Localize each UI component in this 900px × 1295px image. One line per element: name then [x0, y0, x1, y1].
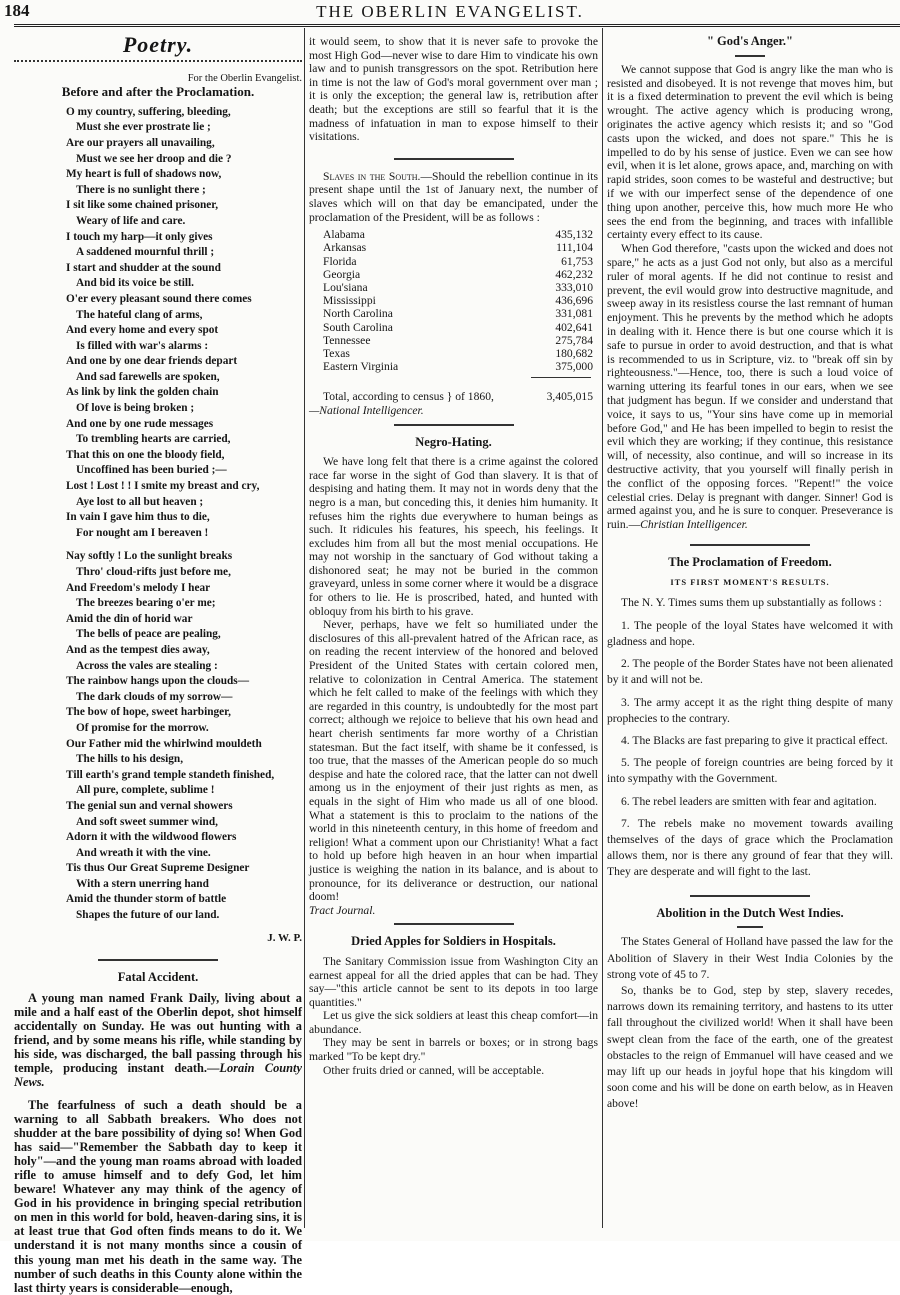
- poem-line: Are our prayers all unavailing,: [66, 136, 215, 149]
- column-2: [309, 35, 598, 1077]
- column-rule: [304, 28, 305, 1228]
- separator: [735, 55, 765, 57]
- table-row: [323, 268, 593, 281]
- poem-line: I sit like some chained prisoner,: [66, 199, 219, 212]
- masthead: [0, 0, 900, 22]
- state-name: Arkansas: [323, 241, 367, 255]
- poem-line: Tis thus Our Great Supreme Designer: [66, 862, 250, 875]
- slave-count: 435,132: [555, 228, 593, 242]
- state-name: Mississippi: [323, 294, 376, 308]
- separator: [690, 895, 810, 897]
- state-name: Lou'siana: [323, 280, 368, 294]
- state-name: Florida: [323, 254, 357, 268]
- poem-line: I start and shudder at the sound: [66, 261, 221, 274]
- table-row: [323, 321, 593, 334]
- poem-line: And every home and every spot: [66, 324, 219, 337]
- column-3: [607, 35, 893, 1113]
- article-paragraph: We cannot suppose that God is angry like the man who is resisted and disobeyed. It is not revenge that moves him, but it is a fixed determination to prevent the evil which is being wrought. The active agency which is producing wrong, originates the active agency which resists it; and so "God casts upon the wicked, and does not spare." This he is impelled to do by his sense of justice. Even we can see how evil, when it is let alone, grows apace, and, marching on with rapid strides, soon comes to be wasteful and destructive; but if we with our imperfect sense of the dependence of one thing upon another, perceive this, how much more He who sees the end from the beginning, and traces with infallible certainty every effect to its cause.: [607, 62, 893, 242]
- state-name: Alabama: [323, 228, 365, 242]
- slave-count: 333,010: [555, 280, 593, 294]
- poetry-heading: Poetry.: [122, 32, 194, 57]
- table-row: [323, 228, 593, 241]
- top-rule: [14, 24, 900, 27]
- poem-line: Aye lost to all but heaven ;: [76, 495, 204, 508]
- poem-line: With a stern unerring hand: [76, 877, 209, 890]
- list-intro: The N. Y. Times sums them up substantially as follows :: [621, 596, 882, 610]
- poem-line: The hateful clang of arms,: [76, 308, 203, 321]
- poem-line: Till earth's grand temple standeth finished,: [66, 768, 275, 781]
- article-source: Lorain County News.: [14, 1061, 302, 1090]
- list-item: 3. The army accept it as the right thing despite of many prophecies to the contrary.: [607, 695, 893, 725]
- article-title: The Proclamation of Freedom.: [668, 554, 832, 569]
- poem-line: There is no sunlight there ;: [76, 183, 206, 196]
- poem-title: Before and after the Proclamation.: [61, 84, 255, 100]
- article-paragraph: The States General of Holland have passed the law for the Abolition of Slavery in their West India Colonies by the strong vote of 45 to 7.: [607, 935, 893, 981]
- slave-count: 402,641: [555, 320, 593, 334]
- slave-count: 462,232: [555, 267, 593, 281]
- poem-line: And Freedom's melody I hear: [66, 581, 211, 594]
- slave-count: 375,000: [555, 360, 593, 374]
- total-label: Total, according to census } of 1860,: [323, 390, 494, 404]
- poem-line: Amid the thunder storm of battle: [66, 893, 227, 906]
- slave-count: 180,682: [555, 346, 593, 360]
- total-rule: [531, 377, 591, 378]
- separator: [98, 959, 218, 961]
- slave-count: 275,784: [555, 333, 593, 347]
- newspaper-title: THE OBERLIN EVANGELIST.: [316, 2, 584, 21]
- list-item: 5. The people of foreign countries are being forced by it into sympathy with the Government.: [607, 756, 893, 786]
- article-source: Tract Journal.: [309, 903, 376, 917]
- poem-line: Shapes the future of our land.: [76, 909, 220, 922]
- article-title: Abolition in the Dutch West Indies.: [656, 905, 844, 920]
- slaves-total-row: [323, 390, 593, 404]
- slave-count: 436,696: [555, 294, 593, 308]
- poem-signature: J. W. P.: [267, 931, 302, 944]
- slave-count: 111,104: [556, 241, 593, 255]
- poem-line: And wreath it with the vine.: [76, 846, 211, 859]
- results-list: [607, 595, 893, 880]
- list-item: 4. The Blacks are fast preparing to give it practical effect.: [621, 733, 888, 747]
- poem-line: The rainbow hangs upon the clouds—: [66, 675, 250, 688]
- separator: [394, 424, 514, 426]
- article-title: Dried Apples for Soldiers in Hospitals.: [351, 934, 556, 949]
- poem-stanza: [14, 105, 302, 542]
- state-name: Georgia: [323, 267, 361, 281]
- poem-line: Of promise for the morrow.: [76, 721, 209, 734]
- slave-count: 61,753: [561, 254, 593, 268]
- slave-count: 331,081: [555, 307, 593, 321]
- poem-line: Amid the din of horid war: [66, 612, 193, 625]
- poem-line: The bow of hope, sweet harbinger,: [66, 706, 231, 719]
- poem-line: And sad farewells are spoken,: [76, 370, 220, 383]
- table-row: [323, 347, 593, 360]
- poem-line: A saddened mournful thrill ;: [76, 246, 215, 259]
- poem-line: Adorn it with the wildwood flowers: [66, 831, 237, 844]
- poem-line: And soft sweet summer wind,: [76, 815, 218, 828]
- table-row: [323, 360, 593, 373]
- poem-line: Thro' cloud-rifts just before me,: [76, 566, 231, 578]
- article-paragraph: Other fruits dried or canned, will be acceptable.: [323, 1063, 545, 1077]
- list-item: 7. The rebels make no movement towards availing themselves of the days of grace which the Proclamation allows them, nor is there any ground of fear that they will. They are desperate and will fight to the last.: [607, 816, 893, 879]
- article-paragraph: So, thanks be to God, step by step, slavery recedes, narrows down its remaining territory, and hastens to its utter fall throughout the civilized world! When it shall have been swept clean from the face of the earth, one of the greatest obstacles to the reign of Emmanuel will have ceased and we may lift up our heads in joyful hope that his kingdom will soon come and his will be done on earth below, as in Heaven above!: [607, 983, 893, 1111]
- article-paragraph: Let us give the sick soldiers at least this cheap comfort—in abundance.: [309, 1009, 598, 1036]
- table-row: [323, 334, 593, 347]
- poem-line: The genial sun and vernal showers: [66, 799, 233, 812]
- article-source: —National Intelligencer.: [309, 403, 424, 417]
- poem-stanza: [14, 549, 302, 923]
- table-row: [323, 255, 593, 268]
- separator: [394, 923, 514, 925]
- state-name: North Carolina: [323, 307, 393, 321]
- poem-line: Uncoffined has been buried ;—: [76, 464, 227, 477]
- poem-line: In vain I gave him thus to die,: [66, 511, 210, 524]
- poem-line: And bid its voice be still.: [76, 277, 195, 290]
- poem-line: Of love is being broken ;: [76, 402, 195, 415]
- poem-line: And one by one rude messages: [66, 417, 214, 430]
- poem-line: Must we see her droop and die ?: [76, 152, 232, 165]
- poem-line: I touch my harp—it only gives: [66, 230, 213, 243]
- poem-line: Weary of life and care.: [76, 214, 186, 227]
- state-name: South Carolina: [323, 320, 393, 334]
- article-paragraph: A young man named Frank Daily, living about a mile and a half east of the Oberlin depot, shot himself accidentally on Sunday. He was out hunting with a friend, and by some means his rifle, while standing by his side, was discharged, the ball passing through his temple, producing instant death.—Lorain County News.: [14, 990, 302, 1090]
- poem-line: The hills to his design,: [76, 753, 184, 766]
- poem-line: Is filled with war's alarms :: [76, 339, 209, 352]
- poem-line: And as the tempest dies away,: [66, 643, 210, 656]
- slaves-table: [323, 228, 593, 373]
- article-source: Christian Intelligencer.: [640, 518, 748, 532]
- state-name: Eastern Virginia: [323, 360, 399, 374]
- article-title: " God's Anger.": [706, 34, 793, 48]
- poem-line: My heart is full of shadows now,: [66, 168, 222, 181]
- poem-line: O my country, suffering, bleeding,: [66, 105, 231, 118]
- article-subtitle: ITS FIRST MOMENT'S RESULTS.: [670, 576, 830, 587]
- dutch-body: [607, 934, 893, 1112]
- state-name: Texas: [323, 346, 350, 360]
- list-item: 1. The people of the loyal States have welcomed it with gladness and hope.: [607, 618, 893, 648]
- list-item: 2. The people of the Border States have not been alienated by it and will not be.: [607, 657, 893, 687]
- article-title: Negro-Hating.: [415, 434, 492, 449]
- poem-line: And one by one dear friends depart: [66, 355, 238, 368]
- total-value: 3,405,015: [546, 390, 593, 404]
- article-paragraph: The fearfulness of such a death should be a warning to all Sabbath breakers. Who does not shudder at the bare possibility of dying so! When God has said—"Remember the Sabbath day to keep it holy"—and the young man roams abroad with loaded rifle to amuse himself and to defy God, let him beware! Whatever any may think of the agency of God in his providence in bringing special retribution on men in this world for bold, heaven-daring sins, it is at least true that God often finds means to do it. We understand it is not many months since a cousin of this young man met his death in the same way. The number of such deaths in this County alone within the last thirty years is considerable—enough,: [14, 1097, 302, 1295]
- poem-line: The dark clouds of my sorrow—: [76, 690, 233, 703]
- table-row: [323, 307, 593, 320]
- list-item: 6. The rebel leaders are smitten with fear and agitation.: [621, 794, 877, 808]
- poem-line: Across the vales are stealing :: [76, 659, 218, 672]
- separator: [394, 158, 514, 160]
- poem-line: Our Father mid the whirlwind mouldeth: [66, 737, 262, 750]
- slaves-intro: Slaves in the South.—Should the rebellion continue in its present shape until the 1st of January next, the number of slaves which will on that day be emancipated, under the proclamation of the President, will be as follows :: [309, 169, 598, 224]
- article-paragraph-continued: it would seem, to show that it is never safe to provoke the most High God—never wise to dare Him to vindicate his own law and to punish transgressors on the spot. Retribution here in time is not the law of God's moral government over man ; it is only the exception; the general law is, retribution after death; but the exceptions are still so fearful that it is the madness of infatuation in man to expose himself to their visitations.: [309, 35, 598, 144]
- table-row: [323, 294, 593, 307]
- page-number: 184: [4, 1, 30, 20]
- poem-line: As link by link the golden chain: [66, 386, 219, 399]
- slaves-lead: Slaves in the South.: [323, 169, 421, 183]
- article-title: Fatal Accident.: [117, 970, 199, 985]
- separator: [690, 544, 810, 546]
- poem-line: All pure, complete, sublime !: [76, 784, 215, 797]
- column-rule: [602, 28, 603, 1228]
- table-row: [323, 241, 593, 254]
- article-paragraph: They may be sent in barrels or boxes; or in strong bags marked "To be kept dry.": [309, 1036, 598, 1064]
- poem-line: Nay softly ! Lo the sunlight breaks: [66, 550, 233, 563]
- poem-line: O'er every pleasant sound there comes: [66, 292, 252, 305]
- column-1: [14, 30, 302, 1295]
- poem-credit: For the Oberlin Evangelist.: [187, 72, 302, 84]
- poem-line: For nought am I bereaven !: [76, 526, 209, 539]
- poem-line: That this on one the bloody field,: [66, 448, 225, 461]
- poem-line: The breezes bearing o'er me;: [76, 597, 216, 610]
- poem-line: Must she ever prostrate lie ;: [76, 121, 211, 134]
- article-paragraph: The Sanitary Commission issue from Washington City an earnest appeal for all the dried apples that can be had. They say—"this article cannot be sent to its depots in too large quantities.": [309, 954, 598, 1009]
- poem-line: Lost ! Lost ! ! I smite my breast and cry,: [66, 480, 260, 493]
- article-paragraph: When God therefore, "casts upon the wicked and does not spare," he acts as a just God not only, but also as a merciful ruler of moral agents. If he did not continue to resist and prevent, the evil would grow into destructive magnitude, and sweep away in its resistless course the last remnant of human enjoyment. This he prevents by the method which he adopts in dealing with it. Hence there is but one course which it is safe to pursue in order to avoid destruction, and that is what is recommended to us in Scripture, viz. to "break off sin by righteousness."—Hence, too, there is such a loud voice of warning uttering its fearful tones in our ears, when we see that judgment has begun. If we consider and understand that voice, it says to us, "Your sins have come up in memorial before God," and He has been impelled to begin to resist the evil which they are working; if they continue, this resistance will, of necessity, also continue, and will so increase in its destructive activity, that you yourself will finally perish in the conflict of the opposing forces. "Repent!" the voice celestial cries. Delay is pregnant with danger. Sinner! God is armed against you, and he is sure to conquer. Preseverance is ruin.—Christian Intelligencer.: [607, 242, 893, 532]
- table-row: [323, 281, 593, 294]
- poem: [14, 105, 302, 924]
- poem-line: To trembling hearts are carried,: [76, 433, 231, 446]
- article-paragraph: We have long felt that there is a crime against the colored race far worse in the sight of God than slavery. It is that of despising and hating them. It may not in words deny that the negro is a man, but conceding this, it denies him humanity. It refuses him the rights due everywhere to human beings as such. It ridicules his features, his speech, his feelings. It excludes him from all but the most menial occupations. He may not worship in the sanctuary of God without taking a dishonored seat; he may not be buried in the common graveyard, unless in some corner where it would be a disgrace for others to lie. He is proscribed, hated, and hunted with obloquy from his birth to his grave.: [309, 455, 598, 618]
- poem-line: The bells of peace are pealing,: [76, 628, 221, 641]
- state-name: Tennessee: [323, 333, 371, 347]
- separator: [737, 926, 763, 928]
- article-paragraph: Never, perhaps, have we felt so humiliated under the disclosures of this all-prevalent hatred of the African race, as on reading the recent interview of the honored and beloved President of the United States with certain colored men, relative to colonization in Central America. The statement which he felt called to make of the feelings with which they are regarded in this country, is undoubtedly for the most part correct; although we rejoice to believe that his own head and heart cherish sentiments far more worthy of a Christian statesman. But the fact itself, with shame be it confessed, is too true, that the masses of the American people do so much despise and hate the colored race, that the latter can not dwell among us in the enjoyment of their just rights as men, as equals in the sight of Him who made us all of one blood. What a statement is this to proclaim to the nations of the world in this nineteenth century, in this home of freedom and religion! What a comment upon our Christianity! What a fact to hold up before high heaven in an hour when impartial justice is weighing the nation in its balance, and is about to pronounce, for its deliverance or destruction, our national doom!: [309, 618, 598, 904]
